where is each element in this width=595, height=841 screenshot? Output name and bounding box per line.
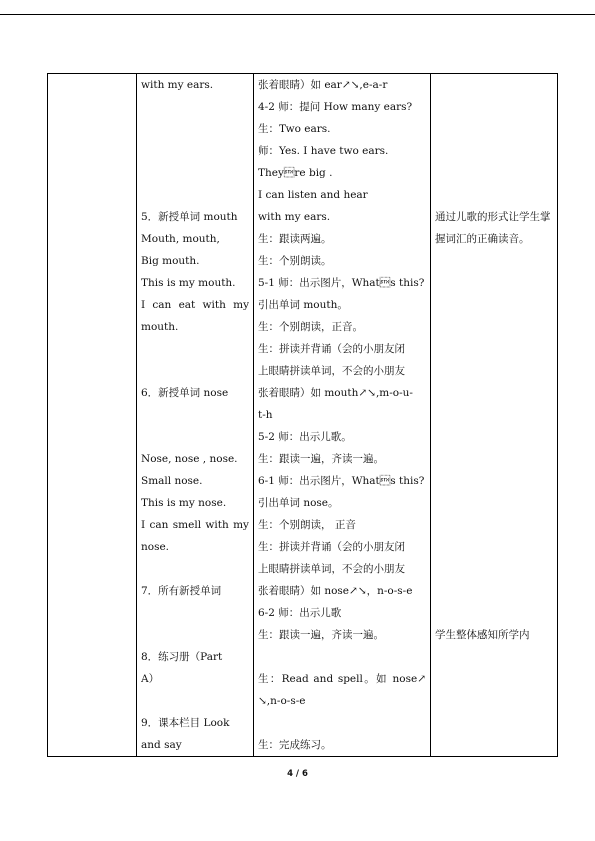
text-line: I can eat with my xyxy=(141,299,249,311)
text-line: I can listen and hear xyxy=(258,189,368,201)
text-line: Mouth, mouth, xyxy=(141,233,220,245)
text-line: 6-2 师：出示儿歌 xyxy=(258,607,342,619)
text-line: 4-2 师：提问 How many ears? xyxy=(258,101,413,113)
blank-line xyxy=(141,690,249,712)
blank-line xyxy=(141,404,249,426)
text-line: ↘,n-o-s-e xyxy=(258,695,306,707)
blank-line xyxy=(141,426,249,448)
text-line: 5-2 师：出示儿歌。 xyxy=(258,431,352,443)
text-line: and say xyxy=(141,739,182,751)
text-line: 张着眼睛）如 mouth↗↘,m-o-u- xyxy=(258,387,413,399)
blank-line xyxy=(141,624,249,646)
blank-line xyxy=(258,646,426,668)
text-line: nose. xyxy=(141,541,170,553)
lesson-plan-table xyxy=(47,73,558,757)
text-line: 6-1 师：出示图片，Whats this? xyxy=(258,475,425,487)
text-line: 生：个别朗读。 xyxy=(258,255,332,267)
text-line: t-h xyxy=(258,409,273,421)
activity-column-cell xyxy=(254,74,431,757)
page-number: 4 / 6 xyxy=(287,769,308,779)
blank-line xyxy=(141,140,249,162)
text-line: 张着眼睛）如 ear↗↘,e-a-r xyxy=(258,79,388,91)
text-line: 生：Two ears. xyxy=(258,123,331,135)
text-line: This is my nose. xyxy=(141,497,227,509)
text-line: with my ears. xyxy=(141,79,214,91)
text-line: 8．练习册（Part xyxy=(141,651,223,663)
text-line: with my ears. xyxy=(258,211,331,223)
text-line: Theyre big . xyxy=(258,167,333,179)
text-line: 引出单词 nose。 xyxy=(258,497,339,509)
blank-line xyxy=(141,184,249,206)
text-line: 师：Yes. I have two ears. xyxy=(258,145,389,157)
purpose-column-cell xyxy=(431,74,558,757)
text-line: 9．课本栏目 Look xyxy=(141,717,230,729)
text-line: Small nose. xyxy=(141,475,203,487)
blank-line xyxy=(141,602,249,624)
text-line: 生：拼读并背诵（会的小朋友闭 xyxy=(258,343,405,355)
blank-line xyxy=(141,162,249,184)
text-line: 引出单词 mouth。 xyxy=(258,299,348,311)
text-line: 上眼睛拼读单词，不会的小朋友 xyxy=(258,563,405,575)
blank-line xyxy=(258,712,426,734)
text-line: Nose, nose , nose. xyxy=(141,453,238,465)
text-line: 张着眼睛）如 nose↗↘，n-o-s-e xyxy=(258,585,413,597)
stage-column-cell xyxy=(48,74,137,757)
purpose-text-1: 通过儿歌的形式让学生掌握词汇的正确读音。 xyxy=(435,211,551,245)
text-line: 生：Read and spell。如 nose↗ xyxy=(258,673,426,685)
header-rule xyxy=(0,14,595,15)
text-line: 生：拼读并背诵（会的小朋友闭 xyxy=(258,541,405,553)
text-line: 生：跟读一遍，齐读一遍。 xyxy=(258,629,384,641)
text-line: mouth. xyxy=(141,321,179,333)
text-line: I can smell with my xyxy=(141,519,249,531)
purpose-text-2: 学生整体感知所学内 xyxy=(435,629,530,641)
blank-line xyxy=(141,338,249,360)
text-line: 生：个别朗读， 正音 xyxy=(258,519,356,531)
blank-line xyxy=(141,96,249,118)
text-line: 生：完成练习。 xyxy=(258,739,332,751)
text-line: Big mouth. xyxy=(141,255,200,267)
blank-line xyxy=(141,118,249,140)
text-line: 生：跟读两遍。 xyxy=(258,233,332,245)
text-line: 5．新授单词 mouth xyxy=(141,211,238,223)
text-line: 7．所有新授单词 xyxy=(141,585,222,597)
blank-line xyxy=(141,558,249,580)
text-line: 生：跟读一遍，齐读一遍。 xyxy=(258,453,384,465)
text-line: A） xyxy=(141,673,160,685)
text-line: 上眼睛拼读单词，不会的小朋友 xyxy=(258,365,405,377)
text-line: 生：个别朗读，正音。 xyxy=(258,321,363,333)
text-line: 6．新授单词 nose xyxy=(141,387,229,399)
blank-line xyxy=(141,360,249,382)
text-line: 5-1 师：出示图片，Whats this? xyxy=(258,277,425,289)
table-row xyxy=(48,74,558,757)
text-line: This is my mouth. xyxy=(141,277,236,289)
content-column-cell xyxy=(137,74,254,757)
